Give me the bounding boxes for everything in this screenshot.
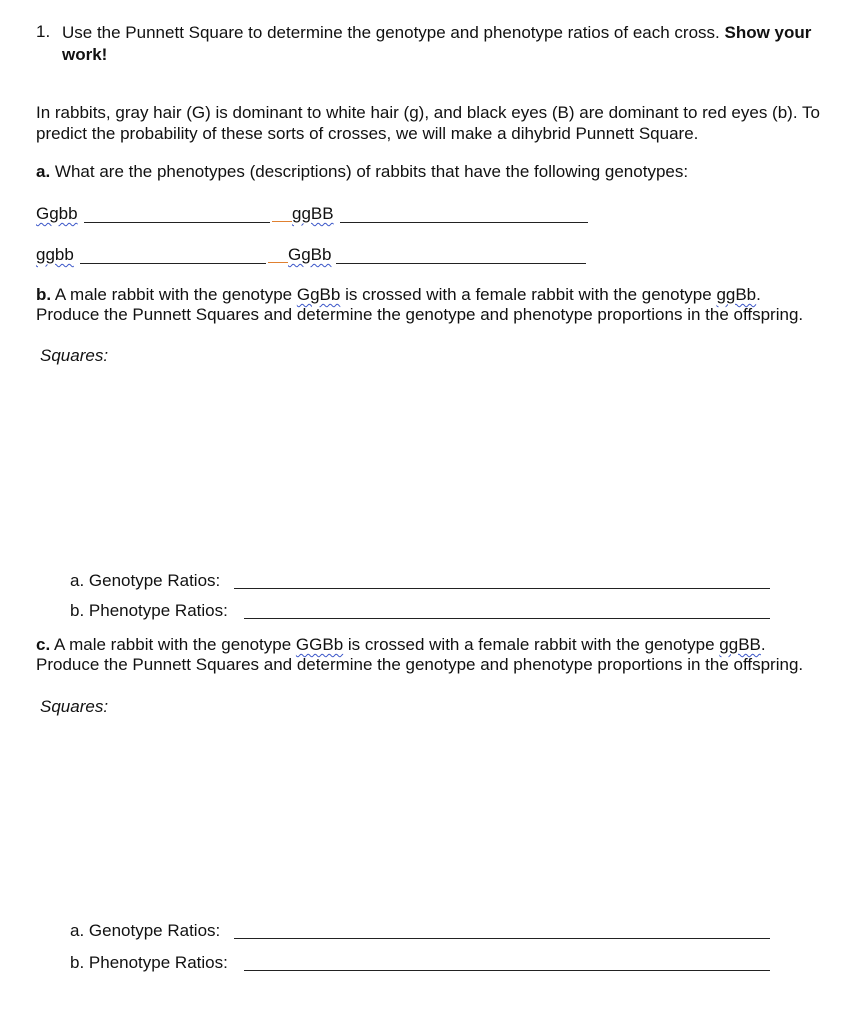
part-c-genotype-ratios-label: a. Genotype Ratios: [70,921,221,940]
part-c-text-after: . [760,635,766,654]
part-b-prompt [36,285,826,325]
part-b-instructions: Produce the Punnett Squares and determine the genotype and phenotype proportions in the offspring. [36,305,804,324]
intro-paragraph: In rabbits, gray hair (G) is dominant to white hair (g), and black eyes (B) are dominant to red eyes (b). To predict the probability of these sorts of crosses, we will make a dihybrid Punnett Square. [36,103,820,143]
part-b-label: b. [36,285,52,304]
part-b-genotype-ratios-line[interactable] [234,588,770,589]
question-emphasis: Show your work! [62,23,812,64]
phenotype-answer-line-4[interactable] [336,263,586,264]
part-b-text-middle: is crossed with a female rabbit with the genotype [345,285,712,304]
part-b-male-genotype: GgBb [296,285,341,304]
part-b-text-before: A male rabbit with the genotype [54,285,293,304]
genotype-GgBb: GgBb [288,245,332,264]
genotype-ggbb: ggbb [36,245,74,264]
part-c-male-genotype: GGBb [295,635,344,654]
part-b-female-genotype: ggBb [716,285,757,304]
phenotype-answer-line-3[interactable] [80,263,266,264]
part-c-instructions: Produce the Punnett Squares and determine the genotype and phenotype proportions in the offspring. [36,655,804,674]
part-b-phenotype-ratios-label: b. Phenotype Ratios: [70,601,228,620]
part-c-text-middle: is crossed with a female rabbit with the genotype [347,635,715,654]
part-b-text-after: . [756,285,761,304]
part-a-label: a. [36,162,51,181]
phenotype-answer-line-1[interactable] [84,222,270,223]
part-c-squares-label: Squares: [40,697,109,716]
genotype-ggBB: ggBB [292,204,334,223]
part-c-text-before: A male rabbit with the genotype [53,635,292,654]
part-b-phenotype-ratios-line[interactable] [244,618,770,619]
part-c-female-genotype: ggBB [719,635,761,654]
orange-mark [268,262,288,263]
part-b-squares-label: Squares: [40,346,109,365]
orange-mark [272,221,292,222]
part-b-genotype-ratios-label: a. Genotype Ratios: [70,571,221,590]
part-a-text: What are the phenotypes (descriptions) of rabbits that have the following genotypes: [54,162,689,181]
part-c-phenotype-ratios-label: b. Phenotype Ratios: [70,953,228,972]
question-text [62,22,822,66]
part-c-prompt [36,635,826,675]
genotype-ggbb-cap: Ggbb [36,204,78,223]
question-number: 1. [36,22,51,41]
part-c-label: c. [36,635,51,654]
phenotype-answer-line-2[interactable] [340,222,588,223]
question-instruction: Use the Punnett Square to determine the genotype and phenotype ratios of each cross. [62,23,720,42]
part-c-phenotype-ratios-line[interactable] [244,970,770,971]
part-a-prompt [36,162,688,182]
part-c-genotype-ratios-line[interactable] [234,938,770,939]
